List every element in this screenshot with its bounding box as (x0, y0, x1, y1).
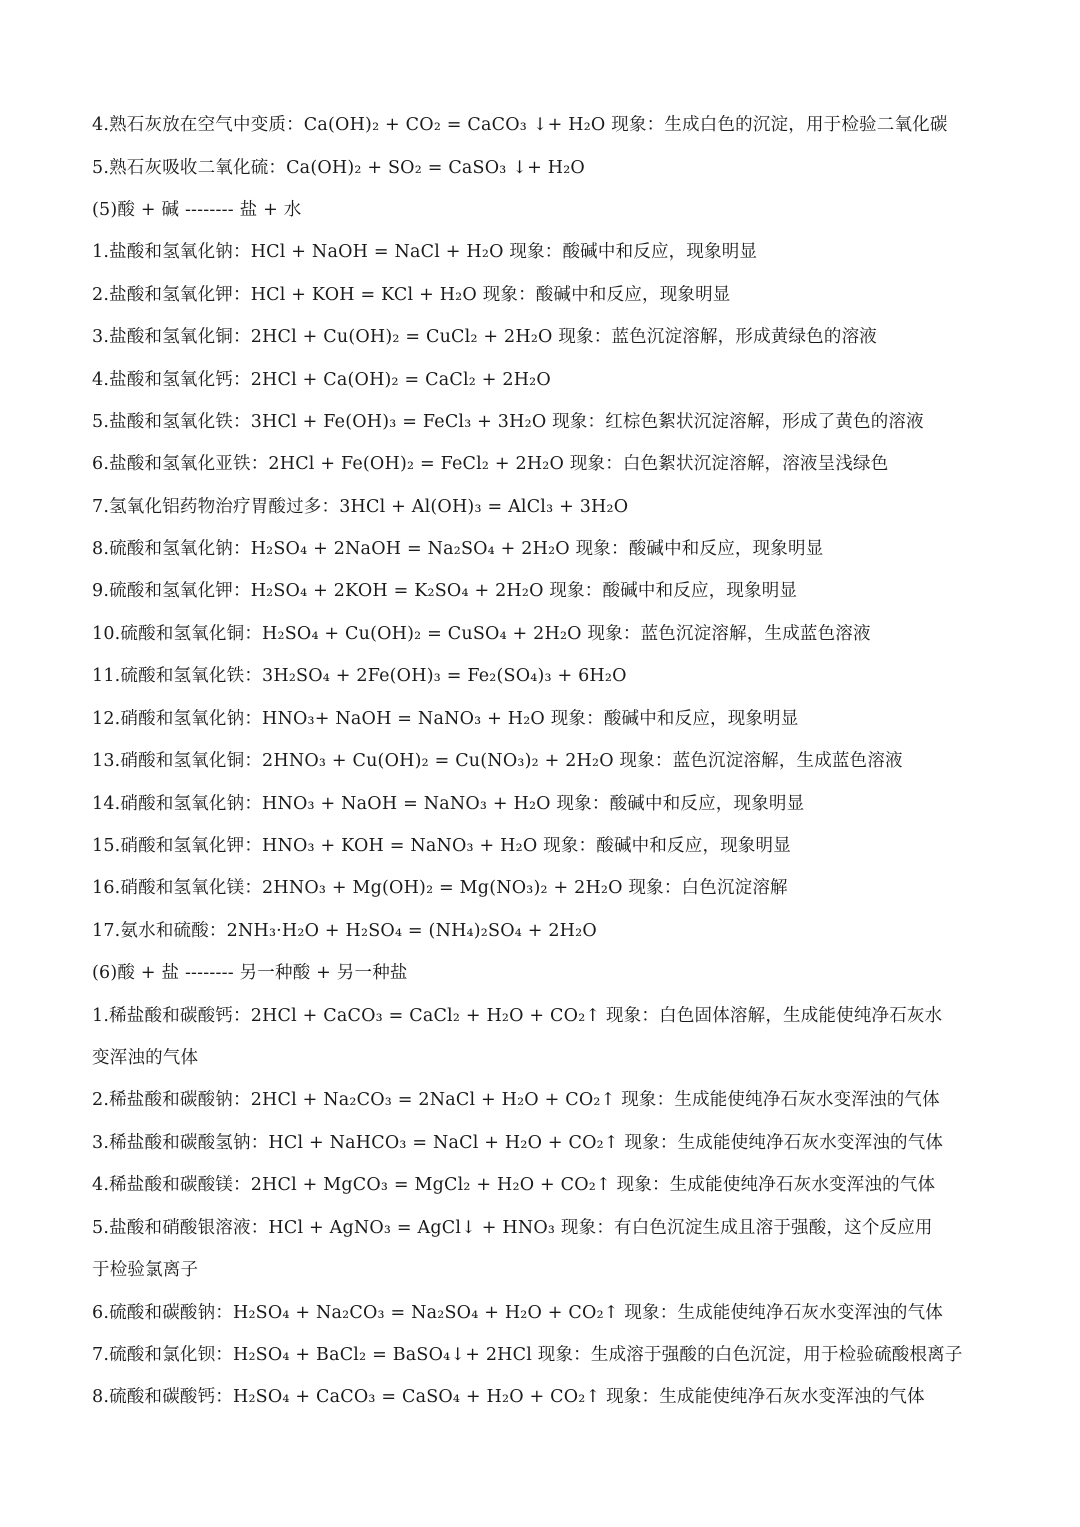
section-heading: (6)酸 + 盐 -------- 另一种酸 + 另一种盐 (92, 963, 408, 983)
text-line: 2.稀盐酸和碳酸钠：2HCl + Na₂CO₃ = 2NaCl + H₂O + CO₂↑ 现象：生成能使纯净石灰水变浑浊的气体 (92, 1090, 940, 1110)
text-line: 7.氢氧化铝药物治疗胃酸过多：3HCl + Al(OH)₃ = AlCl₃ + 3H₂O (92, 497, 629, 517)
text-line: 2.盐酸和氢氧化钾：HCl + KOH = KCl + H₂O 现象：酸碱中和反应，现象明显 (92, 285, 731, 305)
section-heading: (5)酸 + 碱 -------- 盐 + 水 (92, 200, 302, 220)
text-line: 4.稀盐酸和碳酸镁：2HCl + MgCO₃ = MgCl₂ + H₂O + CO₂↑ 现象：生成能使纯净石灰水变浑浊的气体 (92, 1175, 936, 1195)
text-line: 14.硝酸和氢氧化钠：HNO₃ + NaOH = NaNO₃ + H₂O 现象：酸碱中和反应，现象明显 (92, 794, 805, 814)
text-line: 10.硫酸和氢氧化铜：H₂SO₄ + Cu(OH)₂ = CuSO₄ + 2H₂O 现象：蓝色沉淀溶解，生成蓝色溶液 (92, 624, 871, 644)
text-line: 11.硫酸和氢氧化铁：3H₂SO₄ + 2Fe(OH)₃ = Fe₂(SO₄)₃ + 6H₂O (92, 666, 627, 686)
text-line: 5.盐酸和氢氧化铁：3HCl + Fe(OH)₃ = FeCl₃ + 3H₂O 现象：红棕色絮状沉淀溶解，形成了黄色的溶液 (92, 412, 924, 432)
text-line: 8.硫酸和碳酸钙：H₂SO₄ + CaCO₃ = CaSO₄ + H₂O + CO₂↑ 现象：生成能使纯净石灰水变浑浊的气体 (92, 1387, 925, 1407)
text-line: 变浑浊的气体 (92, 1048, 199, 1068)
text-line: 15.硝酸和氢氧化钾：HNO₃ + KOH = NaNO₃ + H₂O 现象：酸碱中和反应，现象明显 (92, 836, 791, 856)
text-line: 6.盐酸和氢氧化亚铁：2HCl + Fe(OH)₂ = FeCl₂ + 2H₂O 现象：白色絮状沉淀溶解，溶液呈浅绿色 (92, 454, 889, 474)
text-line: 5.盐酸和硝酸银溶液：HCl + AgNO₃ = AgCl↓ + HNO₃ 现象：有白色沉淀生成且溶于强酸，这个反应用 (92, 1218, 933, 1238)
text-line: 于检验氯离子 (92, 1260, 199, 1280)
text-line: 13.硝酸和氢氧化铜：2HNO₃ + Cu(OH)₂ = Cu(NO₃)₂ + 2H₂O 现象：蓝色沉淀溶解，生成蓝色溶液 (92, 751, 903, 771)
text-line: 5.熟石灰吸收二氧化硫：Ca(OH)₂ + SO₂ = CaSO₃ ↓+ H₂O (92, 158, 585, 178)
text-line: 1.稀盐酸和碳酸钙：2HCl + CaCO₃ = CaCl₂ + H₂O + CO₂↑ 现象：白色固体溶解，生成能使纯净石灰水 (92, 1006, 943, 1026)
text-line: 3.稀盐酸和碳酸氢钠：HCl + NaHCO₃ = NaCl + H₂O + CO₂↑ 现象：生成能使纯净石灰水变浑浊的气体 (92, 1133, 944, 1153)
text-line: 3.盐酸和氢氧化铜：2HCl + Cu(OH)₂ = CuCl₂ + 2H₂O 现象：蓝色沉淀溶解，形成黄绿色的溶液 (92, 327, 877, 347)
text-line: 7.硫酸和氯化钡：H₂SO₄ + BaCl₂ = BaSO₄↓+ 2HCl 现象：生成溶于强酸的白色沉淀，用于检验硫酸根离子 (92, 1345, 963, 1365)
text-line: 8.硫酸和氢氧化钠：H₂SO₄ + 2NaOH = Na₂SO₄ + 2H₂O 现象：酸碱中和反应，现象明显 (92, 539, 824, 559)
text-line: 4.熟石灰放在空气中变质：Ca(OH)₂ + CO₂ = CaCO₃ ↓+ H₂O 现象：生成白色的沉淀，用于检验二氧化碳 (92, 115, 948, 135)
text-line: 9.硫酸和氢氧化钾：H₂SO₄ + 2KOH = K₂SO₄ + 2H₂O 现象：酸碱中和反应，现象明显 (92, 581, 798, 601)
text-line: 1.盐酸和氢氧化钠：HCl + NaOH = NaCl + H₂O 现象：酸碱中和反应，现象明显 (92, 242, 758, 262)
text-line: 6.硫酸和碳酸钠：H₂SO₄ + Na₂CO₃ = Na₂SO₄ + H₂O + CO₂↑ 现象：生成能使纯净石灰水变浑浊的气体 (92, 1303, 944, 1323)
text-line: 16.硝酸和氢氧化镁：2HNO₃ + Mg(OH)₂ = Mg(NO₃)₂ + 2H₂O 现象：白色沉淀溶解 (92, 878, 788, 898)
text-line: 4.盐酸和氢氧化钙：2HCl + Ca(OH)₂ = CaCl₂ + 2H₂O (92, 370, 551, 390)
text-line: 12.硝酸和氢氧化钠：HNO₃+ NaOH = NaNO₃ + H₂O 现象：酸碱中和反应，现象明显 (92, 709, 799, 729)
text-line: 17.氨水和硫酸：2NH₃·H₂O + H₂SO₄ = (NH₄)₂SO₄ + 2H₂O (92, 921, 597, 941)
